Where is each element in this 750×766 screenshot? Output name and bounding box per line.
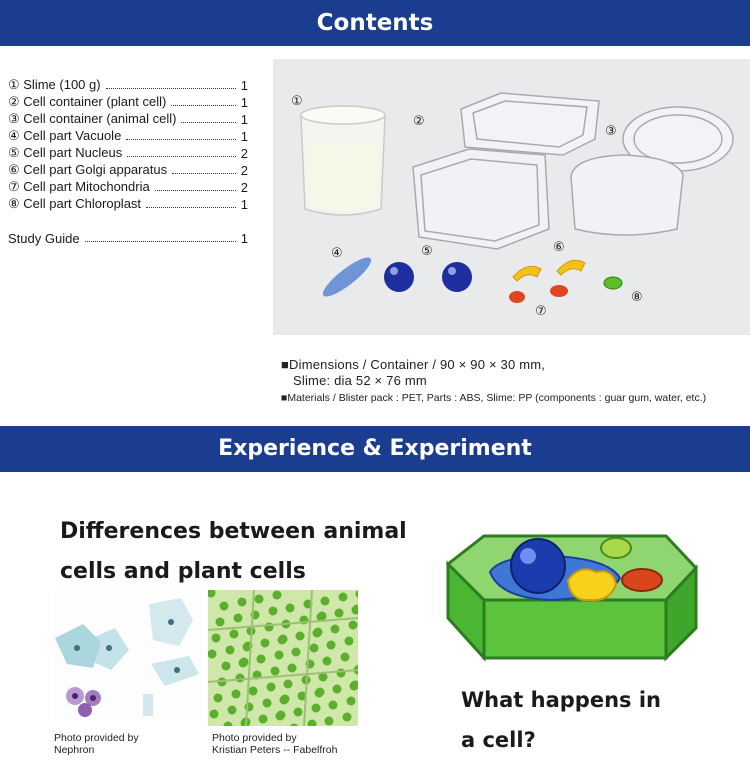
experience-header — [0, 426, 750, 472]
product-photo-illustration — [273, 59, 750, 335]
nucleus-part-2 — [442, 262, 472, 292]
chloroplast-part — [604, 277, 622, 289]
vacuole-part — [318, 252, 375, 302]
plant-cells-micrograph — [208, 590, 358, 726]
photo-label-2: ② — [413, 114, 425, 129]
golgi-part-1 — [513, 266, 541, 281]
list-item: ① Slime (100 g) 1 — [8, 77, 248, 93]
list-item: ③ Cell container (animal cell) 1 — [8, 111, 248, 127]
list-item: ⑥ Cell part Golgi apparatus 2 — [8, 162, 248, 178]
differences-heading: Differences between animal cells and plant cells — [60, 519, 407, 584]
dimensions-text-slime: Slime: dia 52 × 76 mm — [293, 373, 427, 388]
contents-title: Contents — [316, 10, 434, 36]
plant-cell-illustration — [440, 528, 700, 668]
photo-label-3: ③ — [605, 124, 617, 139]
list-item: ⑧ Cell part Chloroplast 1 — [8, 196, 248, 212]
photo-label-4: ④ — [331, 246, 343, 261]
photo-label-7: ⑦ — [535, 304, 547, 319]
golgi-part-2 — [557, 260, 585, 275]
contents-header — [0, 0, 750, 46]
photo-credit-kristian-peters: Photo provided by Kristian Peters -- Fabelfroh — [212, 732, 338, 756]
nucleus-part-1 — [384, 262, 414, 292]
animal-cells-micrograph — [53, 590, 203, 720]
list-item: ② Cell container (plant cell) 1 — [8, 94, 248, 110]
dimensions-text: ■Dimensions / Container / 90 × 90 × 30 mm, — [281, 357, 546, 372]
photo-label-5: ⑤ — [421, 244, 433, 259]
photo-label-6: ⑥ — [553, 240, 565, 255]
slime-jar — [301, 106, 385, 215]
experience-title: Experience & Experiment — [218, 436, 532, 461]
list-item: ⑦ Cell part Mitochondria 2 — [8, 179, 248, 195]
list-item: ④ Cell part Vacuole 1 — [8, 128, 248, 144]
materials-text: ■Materials / Blister pack : PET, Parts : ABS, Slime: PP (components : guar gum, water, etc.) — [281, 392, 707, 404]
plant-cell-container — [413, 93, 599, 249]
list-item: ⑤ Cell part Nucleus 2 — [8, 145, 248, 161]
photo-credit-nephron: Photo provided by Nephron — [54, 732, 139, 756]
question-heading: What happens in a cell? — [461, 688, 661, 752]
photo-label-1: ① — [291, 94, 303, 109]
mitochondria-part-2 — [550, 285, 568, 297]
study-guide-item: Study Guide 1 — [8, 231, 248, 246]
specifications — [281, 357, 750, 407]
product-photo — [273, 59, 750, 335]
mitochondria-part-1 — [509, 291, 525, 303]
photo-label-8: ⑧ — [631, 290, 643, 305]
contents-list — [8, 76, 248, 246]
